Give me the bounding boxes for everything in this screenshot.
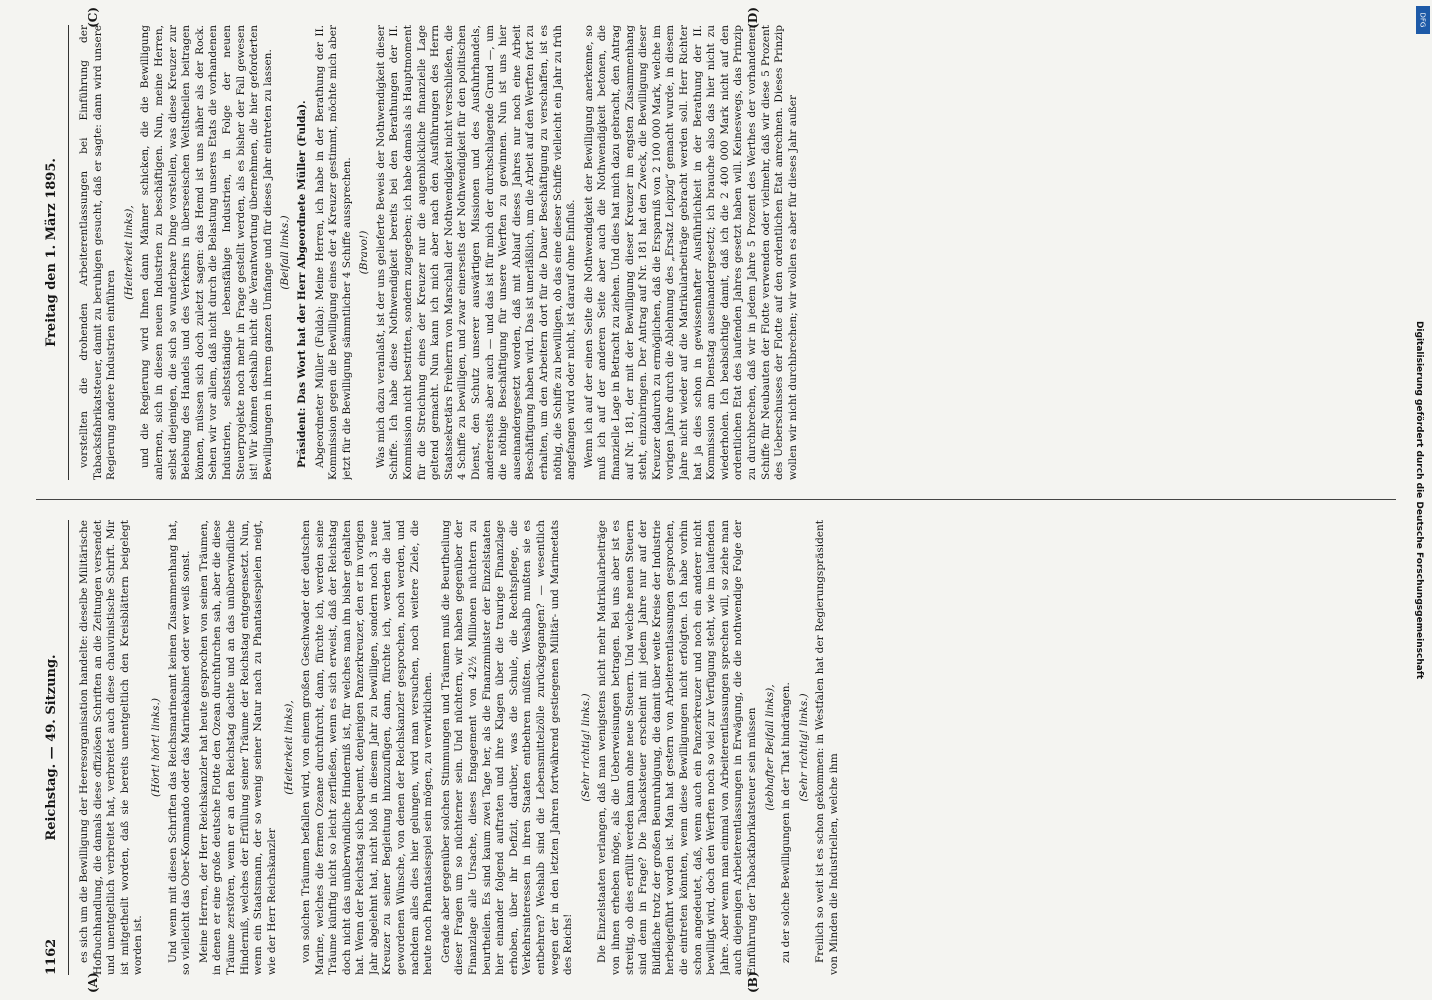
interjection: (Sehr richtig! links.) [579, 693, 592, 802]
dfg-logo [1416, 6, 1430, 34]
paragraph: von solchen Träumen befallen wird, von einem großen Geschwader der deutschen Marine, welches die fernen Ozeane durchfurcht, dann, fürchte ich, werden seine Träume künftig nicht so leicht zerfließen, wenn es sich erweist, daß der Reichstag doch nicht das unüberwindliche Hinderniß ist, für welches man ihn bisher gehalten hat. Wenn der Reichstag sich bequemt, denjenigen Panzerkreuzer, den er im vorigen Jahr abgelehnt hat, nicht bloß in diesem Jahr zu bewilligen, sondern noch 3 neue Kreuzer zu seiner Begleitung hinzuzufügen, dann, fürchte ich, werden die laut gewordenen Wünsche, von denen der Reichskanzler gesprochen, noch werden, und nachdem alles dies hier gelungen, wird man versuchen, noch weitere Ziele, die heute noch Phantasiespiel sein mögen, zu verwirklichen. [299, 520, 435, 975]
speaker-paragraph: Abgeordneter Müller (Fulda): Meine Herren, ich habe in der Berathung der II. Kommission gegen die Bewilligung eines der 4 Kreuzer gestimmt, möchte mich aber jetzt für die Bewilligung sämmtlicher 4 Schiffe aussprechen. [313, 25, 353, 480]
interjection: (lebhafter Beifall links), [763, 684, 776, 811]
interjection: (Heiterkeit links), [283, 700, 296, 795]
paragraph: Was mich dazu veranlaßt, ist der uns gelieferte Beweis der Nothwendigkeit dieser Schiffe. Ich habe diese Nothwendigkeit bereits bei den Berathungen der II. Kommission nicht bestritten, sondern zugegeben; ich habe damals als Hauptmoment für die Streichung eines der Kreuzer nur die augenblickliche finanzielle Lage geltend gemacht. Nun kann ich mich aber nach den Ausführungen des Herrn Staatssekretärs Freiherrn von Marschall der Nothwendigkeit nicht verschließen, die 4 Schiffe zu bewilligen, und zwar einerseits der Nothwendigkeit für den politischen Dienst, den Schutz unserer auswärtigen Missionen und des Ausfuhrhandels, andererseits aber auch — und das ist für mich der durchschlagende Grund —, um die nöthige Beschäftigung für unsere Werften zu gewinnen. Nun ist uns hier auseinandergesetzt worden, daß mit Ablauf dieses Jahres nur noch eine Arbeit Beschäftigung haben wird. Das ist unerläßlich, um die Arbeit auf den Werften fort zu erhalten, um den Arbeitern dort für die Dauer Beschäftigung zu verschaffen, ist es nöthig, die Schiffe zu bewilligen, ob das eine dieser Schiffe vielleicht ein Jahr zu früh angefangen wird oder nicht, ist darauf ohne Einfluß. [374, 25, 578, 480]
interjection: (Bravo!) [358, 230, 371, 275]
left-page-header [44, 520, 69, 975]
paragraph: Und wenn mit diesen Schriften das Reichsmarineamt keinen Zusammenhang hat, so vielleicht das Ober-Kommando oder das Marinekabinet oder wer weiß sonst. [166, 520, 193, 975]
paragraph: Gerade aber gegenüber solchen Stimmungen und Träumen muß die Beurtheilung dieser Fragen um so nüchterner sein. Und nüchtern, wir haben gegenüber der Finanzlage alle Ursache, dieses Engagement von 42½ Millionen nüchtern zu beurtheilen. Es sind kaum zwei Tage her, als die Finanzminister der Einzelstaaten hier einander folgend auftraten und ihre Klagen über die traurige Finanzlage erhoben, über ihr Defizit, darüber, was die Schule, die Rechtspflege, die Verkehrsinteressen in ihren Staaten entbehren müßten. Weshalb mußten sie es entbehren? Weshalb sind die Lebensmittelzölle zurückgegangen? — wesentlich wegen der in den letzten Jahren fortwährend gestiegenen Militär- und Marineetats des Reichs! [439, 520, 575, 975]
margin-marker-b: (B) [746, 971, 760, 993]
right-text-column [78, 25, 1356, 480]
paragraph: Freilich so weit ist es schon gekommen: in Westfalen hat der Regierungspräsident von Minden die Industriellen, welche ihm [814, 520, 840, 975]
right-page [16, 5, 1416, 500]
interjection: (Sehr richtig! links.) [797, 693, 810, 802]
dfg-logo-text: DFG [1418, 12, 1427, 28]
digitization-credit [1412, 20, 1426, 980]
paragraph: vorstellten die drohenden Arbeiterentlassungen bei Einführung der Tabacksfabrikatsteuer, damit zu beruhigen gesucht, daß er sagte: dann wird unsere Regierung andere Industrien einführen [78, 25, 118, 480]
paragraph: Meine Herren, der Herr Reichskanzler hat heute gesprochen von seinen Träumen, in denen er eine große deutsche Flotte den Ozean durchfurchen sah, aber die diese Träume zerstören, wenn er an den Reichstag dachte und an das unüberwindliche Hinderniß, welches der Erfüllung seiner Träume der Reichstag entgegensetzt. Nun, wenn ein Staatsmann, der so wenig seiner Natur nach zu Phantasiespielen neigt, wie der Herr Reichskanzler [197, 520, 278, 975]
credit-text: Digitalisierung gefördert durch die Deutsche Forschungsgemeinschaft [1414, 320, 1424, 680]
left-page [16, 500, 1416, 995]
paragraph: es sich um die Bewilligung der Heeresorganisation handelte: dieselbe Militärische Hofbuchhandlung, die damals diese offiziösen Schriften an die Zeitungen versendet und unentgeltlich verbreitet hat, verbreitet auch diese chauvinistische Schrift. Mir ist mitgetheilt worden, daß sie bereits unentgeltlich den Kreisblättern beigelegt worden ist. [78, 520, 145, 975]
margin-marker-c: (C) [86, 7, 100, 28]
interjection: (Hört! hört! links.) [149, 698, 162, 797]
speaker-paragraph: Präsident: Das Wort hat der Herr Abgeordnete Müller (Fulda). [295, 100, 308, 468]
running-head-right: Freitag den 1. März 1895. [44, 158, 59, 347]
paragraph: Die Einzelstaaten verlangen, daß man wenigstens nicht mehr Matrikularbeiträge von ihnen erheben möge, als die Ueberweisungen betragen. Bei uns aber ist es streitig, ob dies erfüllt werden kann ohne neue Steuern. Und welche neuen Steuern sind denn in Frage? Die Tabacksteuer erscheint mit jedem Jahre nur auf der Bildfläche trotz der großen Beunruhigung, die damit über weite Kreise der Industrie herbeigeführt worden ist. Man hat gestern von Arbeiterentlassungen gesprochen, die eintreten könnten, wenn diese Bewilligungen nicht erfolgten. Ich habe vorhin schon angedeutet, daß, wenn auch ein Panzerkreuzer und noch ein anderer nicht bewilligt wird, doch den Werften noch so viel zur Verfügung steht, wie im laufenden Jahre. Aber wenn man einmal von Arbeiterentlassungen sprechen will, so ziehe man auch diejenigen Arbeiterentlassungen in Erwägung, die die nothwendige Folge der Einführung der Tabackfabrikatsteuer sein müssen [596, 520, 758, 975]
paragraph: zu der solche Bewilligungen in der That hindrängen. [780, 682, 793, 963]
left-text-column [78, 520, 1356, 975]
paragraph: und die Regierung wird Ihnen dann Männer schicken, die die Bewilligung anlernen, sich in diesen neuen Industrien zu beschäftigen. Nun, meine Herren, selbst diejenigen, die sich so wunderbare Dinge vorstellen, was diese Kreuzer zur Belebung des Handels und des Verkehrs in überseeischen Weltstheilen beitragen können, müssen sich doch zuletzt sagen: das Hemd ist uns näher als der Rock. Sehen wir vor allem, daß nicht durch die Belastung unseres Etats die vorhandenen Industrien, selbstständige lebensfähige Industrien, in Folge der neuen Steuerprojekte noch mehr in Frage gestellt werden, als es bisher der Fall gewesen ist! Wir können deshalb nicht die Verantwortung übernehmen, die hier geforderten Bewilligungen in ihrem ganzen Umfange und für dieses Jahr eintreten zu lassen. [139, 25, 274, 480]
interjection: (Heiterkeit links), [122, 205, 135, 300]
page-number: 1162 [44, 938, 59, 975]
paragraph: Wenn ich auf der einen Seite die Nothwendigkeit der Bewilligung anerkenne, so muß ich auf der anderen Seite aber auch die Nothwendigkeit betonen, die finanzielle Lage in Betracht zu ziehen. Und dies hat mich dazu gebracht, den Antrag auf Nr. 181, der mit der Bewilligung dieser Kreuzer im engsten Zusammenhang steht, einzubringen. Der Antrag auf Nr. 181 hat den Zweck, die Bewilligung dieser Kreuzer dadurch zu ermöglichen, daß die Ersparniß von 2 100 000 Mark, welche im vorigen Jahre durch die Ablehnung des „Ersatz Leipzig“ gemacht wurde, in diesem Jahre nicht wieder auf die Matrikularbeiträge gebracht werden soll. Herr Richter hat ja dies schon in gewissenhafter Ausführlichkeit in der Berathung der II. Kommission am Dienstag auseinandergesetzt; ich brauche also das hier nicht zu wiederholen. Ich beabsichtige damit, daß ich die 2 400 000 Mark nicht auf den ordentlichen Etat des laufenden Jahres gesetzt haben will. Keineswegs, das Prinzip zu durchbrechen, daß wir in jedem Jahre 5 Prozent des Werthes der vorhandenen Schiffe für Neubauten der Flotte verwenden oder vielmehr, daß wir diese 5 Prozent des Ueberschusses der Flotte auf den ordentlichen Etat anrechnen. Dieses Prinzip wollen wir nicht durchbrechen; wir wollen es aber für dieses Jahr außer [582, 25, 799, 480]
rotated-content [16, 5, 1416, 995]
margin-marker-d: (D) [746, 7, 760, 29]
interjection: (Beifall links.) [279, 215, 292, 290]
running-head-left: Reichstag. — 49. Sitzung. [44, 654, 59, 841]
margin-marker-a: (A) [86, 972, 100, 993]
right-page-header [44, 25, 69, 480]
